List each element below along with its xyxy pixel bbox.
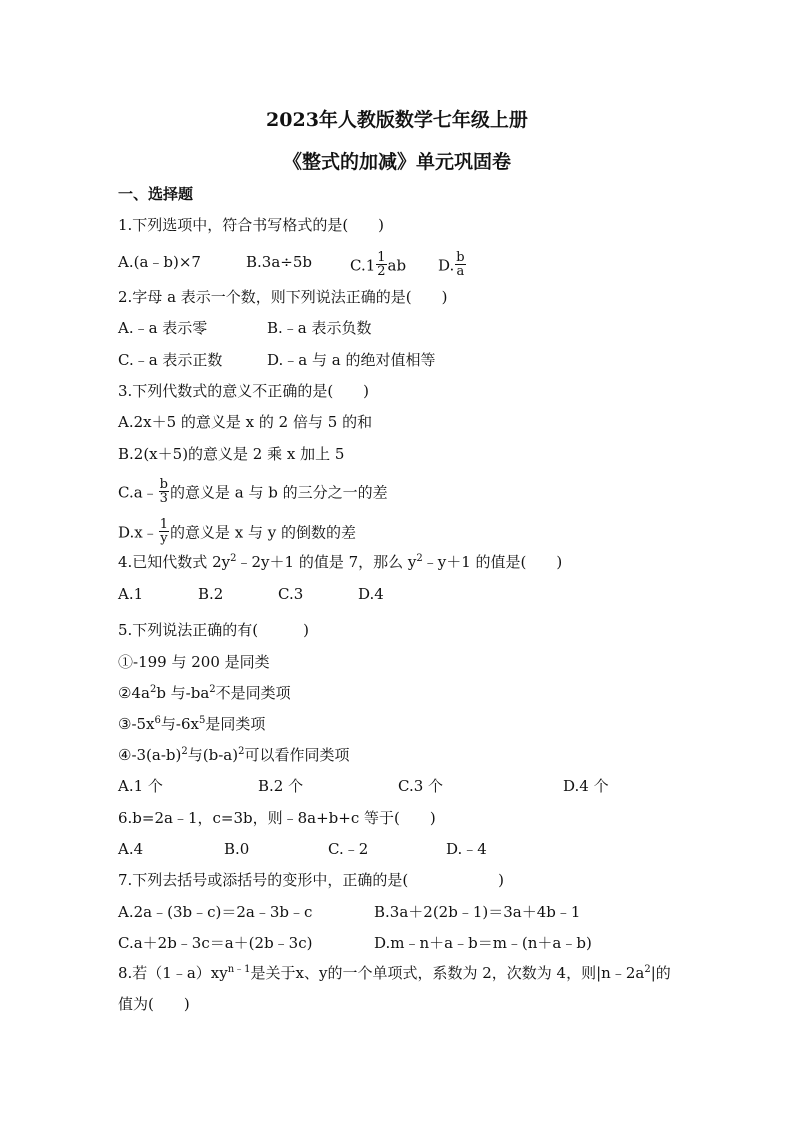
q5-option-c: C.3 个	[398, 777, 444, 795]
q7-option-b: B.3a＋2(2b﹣1)＝3a＋4b﹣1	[374, 903, 581, 921]
q5-s4-part: 与(b-a)	[187, 746, 239, 764]
fraction-denominator: a	[456, 264, 465, 279]
q5-s2-part: ②4a	[118, 684, 150, 702]
q3-c-fraction	[159, 478, 169, 505]
q6-option-a: A.4	[118, 840, 144, 858]
q1-c-fraction	[376, 251, 386, 278]
q3-c-prefix: C.a﹣	[118, 483, 158, 502]
q3-option-d	[118, 517, 357, 547]
exponent: 6	[154, 715, 161, 726]
q4-stem-part: ﹣2y＋1 的值是 7，那么 y	[236, 553, 417, 571]
q5-statement-3	[118, 715, 265, 733]
q8-stem-part: |的	[650, 964, 671, 982]
q1-option-b: B.3a÷5b	[246, 253, 312, 271]
question-7-stem: 7.下列去括号或添括号的变形中，正确的是( )	[118, 871, 505, 889]
question-1-stem: 1.下列选项中，符合书写格式的是( )	[118, 216, 385, 234]
q5-s3-part: 是同类项	[205, 715, 266, 733]
question-4-stem	[118, 553, 562, 571]
q1-option-d	[438, 250, 467, 280]
exponent: 2	[238, 746, 245, 757]
exponent: 2	[416, 553, 423, 564]
q6-option-b: B.0	[224, 840, 250, 858]
q5-s4-part: 可以看作同类项	[244, 746, 350, 764]
q1-d-prefix: D.	[438, 256, 455, 275]
q4-stem-part: ﹣y＋1 的值是( )	[422, 553, 563, 571]
fraction-denominator: 3	[159, 491, 168, 506]
q1-c-suffix: ab	[387, 256, 407, 275]
q3-option-b: B.2(x＋5)的意义是 2 乘 x 加上 5	[118, 445, 345, 463]
q3-d-prefix: D.x﹣	[118, 523, 158, 542]
question-2-stem: 2.字母 a 表示一个数，则下列说法正确的是( )	[118, 288, 448, 306]
q7-option-a: A.2a﹣(3b﹣c)＝2a﹣3b﹣c	[118, 903, 313, 921]
q1-d-fraction	[455, 251, 465, 278]
q4-option-d: D.4	[358, 585, 384, 603]
question-3-stem: 3.下列代数式的意义不正确的是( )	[118, 382, 370, 400]
question-6-stem: 6.b=2a﹣1，c=3b，则﹣8a+b+c 等于( )	[118, 809, 436, 827]
exponent: 5	[198, 715, 206, 726]
q4-option-b: B.2	[198, 585, 224, 603]
q3-option-c	[118, 477, 388, 507]
document-title: 2023年人教版数学七年级上册	[266, 109, 528, 131]
fraction-numerator: 1	[377, 250, 386, 265]
q5-statement-2	[118, 684, 291, 702]
q4-option-c: C.3	[278, 585, 304, 603]
q6-option-c: C.﹣2	[328, 840, 369, 858]
fraction-numerator: b	[159, 477, 168, 492]
fraction-numerator: b	[456, 250, 465, 265]
exponent: 2	[209, 684, 216, 695]
exponent: 2	[230, 553, 237, 564]
fraction-denominator: y	[160, 531, 168, 546]
q1-option-c	[350, 250, 407, 280]
q5-statement-1: ①-199 与 200 是同类	[118, 653, 270, 671]
q8-stem-part: 是关于x、y的一个单项式，系数为 2，次数为 4，则|n﹣2a	[250, 964, 645, 982]
document-subtitle: 《整式的加减》单元巩固卷	[282, 151, 511, 173]
exponent: 2	[181, 746, 188, 757]
q4-option-a: A.1	[118, 585, 144, 603]
q5-s3-part: ③-5x	[118, 715, 155, 733]
q5-option-d: D.4 个	[563, 777, 609, 795]
q1-c-prefix: C.1	[350, 256, 376, 275]
q2-option-b: B.﹣a 表示负数	[267, 319, 372, 337]
question-8-stem	[118, 964, 671, 982]
q3-d-fraction	[159, 518, 169, 545]
q3-option-a: A.2x＋5 的意义是 x 的 2 倍与 5 的和	[118, 413, 373, 431]
question-8-stem-line2: 值为( )	[118, 995, 190, 1013]
fraction-numerator: 1	[159, 517, 169, 532]
exponent: 2	[644, 964, 651, 975]
q4-stem-part: 4.已知代数式 2y	[118, 553, 231, 571]
exponent: 2	[149, 684, 157, 695]
q8-stem-part: 8.若（1﹣a）xy	[118, 964, 228, 982]
q1-option-a: A.(a﹣b)×7	[118, 253, 201, 271]
q5-option-a: A.1 个	[118, 777, 163, 795]
fraction-denominator: 2	[377, 264, 386, 279]
q7-option-d: D.m﹣n＋a﹣b＝m﹣(n＋a﹣b)	[374, 934, 592, 952]
q2-option-d: D.﹣a 与 a 的绝对值相等	[267, 351, 436, 369]
exponent: n﹣1	[227, 964, 251, 975]
q2-option-a: A.﹣a 表示零	[118, 319, 208, 337]
q3-d-suffix: 的意义是 x 与 y 的倒数的差	[170, 523, 357, 542]
q5-s2-part: 不是同类项	[215, 684, 291, 702]
q5-statement-4	[118, 746, 349, 764]
q2-option-c: C.﹣a 表示正数	[118, 351, 223, 369]
q3-c-suffix: 的意义是 a 与 b 的三分之一的差	[169, 483, 388, 502]
section-heading: 一、选择题	[118, 185, 194, 203]
q6-option-d: D.﹣4	[446, 840, 487, 858]
question-5-stem: 5.下列说法正确的有( )	[118, 621, 310, 639]
q5-s3-part: 与-6x	[160, 715, 199, 733]
q5-option-b: B.2 个	[258, 777, 304, 795]
q7-option-c: C.a＋2b﹣3c＝a＋(2b﹣3c)	[118, 934, 313, 952]
q5-s4-part: ④-3(a-b)	[118, 746, 182, 764]
q5-s2-part: b 与-ba	[156, 684, 210, 702]
